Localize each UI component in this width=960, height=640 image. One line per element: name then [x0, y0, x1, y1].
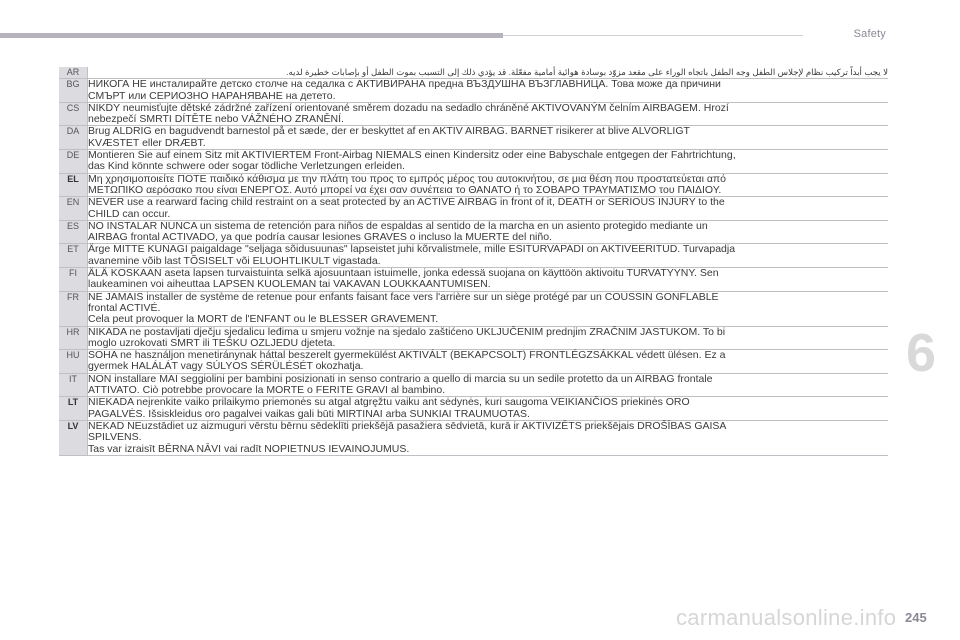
warning-text-line: NIKADA ne postavljati dječju sjedalicu leđima u smjeru vožnje na sjedalo zaštićeno UKLJUČENIM prednjim ZRAČNIM JASTUKOM. To bi [88, 325, 726, 338]
language-code: HU [59, 350, 88, 374]
language-row-de [59, 150, 888, 174]
language-row-es [59, 220, 888, 244]
warning-text-line: frontal ACTIVÉ. [88, 301, 161, 314]
language-row-el [59, 173, 888, 197]
warning-text [88, 102, 889, 126]
warning-text-line: لا يجب أبداً تركيب نظام لإجلاس الطفل وجه الطفل باتجاه الوراء على مقعد مزوّد بوسادة هوائية أمامية مفعّلة. قد يؤدي ذلك إلى التسبب بموت الطفل أو بإصابات خطيرة لديه. [286, 67, 888, 77]
warning-text-line: NEKAD NEuzstādiet uz aizmuguri vērstu bērnu sēdeklīti priekšējā pasažiera sēdvietā, kurā ir AKTIVIZĒTS priekšējais DROŠĪBAS GAISA [88, 419, 727, 432]
warning-text-line: SPILVENS. [88, 431, 142, 444]
language-code: FR [59, 291, 88, 326]
warning-text [88, 326, 889, 350]
language-row-lt [59, 397, 888, 421]
warning-text [88, 173, 889, 197]
warning-text-line: Μη χρησιμοποιείτε ΠΟΤΕ παιδικό κάθισμα με την πλάτη του προς το εμπρός μέρος του αυτοκινήτου, σε μια θέση που προστατεύεται από [88, 172, 726, 185]
language-row-lv [59, 420, 888, 455]
warning-text-line: ATTIVATO. Ciò potrebbe provocare la MORTE o FERITE GRAVI al bambino. [88, 384, 446, 397]
language-code: LV [59, 420, 88, 455]
header-rule [0, 33, 503, 38]
language-code: ET [59, 244, 88, 268]
warning-text [88, 420, 889, 455]
language-code: DA [59, 126, 88, 150]
language-code: IT [59, 373, 88, 397]
warning-text-line: NE JAMAIS installer de système de retenue pour enfants faisant face vers l'arrière sur un siège protégé par un COUSSIN GONFLABLE [88, 290, 719, 303]
warning-text-line: avanemine võib last TÕSISELT või ELUOHTLIKULT vigastada. [88, 254, 381, 267]
warning-text [88, 373, 889, 397]
language-row-bg [59, 79, 888, 103]
warning-text [88, 220, 889, 244]
language-code: EL [59, 173, 88, 197]
warning-text-line: PAGALVĖS. Išsiskleidus oro pagalvei vaikas gali būti MIRTINAI arba SUNKIAI TRAUMUOTAS. [88, 407, 530, 420]
language-code: FI [59, 268, 88, 292]
warning-text [88, 150, 889, 174]
warning-text-line: Cela peut provoquer la MORT de l'ENFANT ou le BLESSER GRAVEMENT. [88, 313, 439, 326]
language-row-cs [59, 102, 888, 126]
warning-text-line: Tas var izraisīt BĒRNA NĀVI vai radīt NOPIETNUS IEVAINOJUMUS. [88, 442, 410, 455]
language-row-et [59, 244, 888, 268]
warning-text-line: Montieren Sie auf einem Sitz mit AKTIVIERTEM Front-Airbag NIEMALS einen Kindersitz oder eine Babyschale entgegen der Fahrtrichtung, [88, 149, 736, 162]
warning-text-line: NO INSTALAR NUNCA un sistema de retención para niños de espaldas al sentido de la marcha en un asiento protegido mediante un [88, 219, 708, 232]
watermark: carmanualsonline.info [676, 605, 897, 630]
warning-text-line: KVÆSTET eller DRÆBT. [88, 136, 206, 149]
warning-text-line: NIEKADA neįrenkite vaiko prilaikymo priemonės su atgal atgręžtu vaiku ant sėdynės, kuri saugoma VEIKIANČIOS priekinės ORO [88, 396, 690, 409]
warning-text-line: ΜΕΤΩΠΙΚΟ αερόσακο που είναι ΕΝΕΡΓΟΣ. Αυτό μπορεί να έχει σαν συνέπεια το ΘΑΝΑΤΟ ή το ΣΟΒΑΡΟ ΤΡΑΥΜΑΤΙΣΜΟ του ΠΑΙΔΙΟΥ. [88, 183, 722, 196]
language-code: EN [59, 197, 88, 221]
language-code: AR [59, 67, 88, 79]
language-row-hu [59, 350, 888, 374]
language-code: BG [59, 79, 88, 103]
warning-text-line: NIKDY neumisťujte dětské zádržné zařízení orientované směrem dozadu na sedadlo chráněné AKTIVOVANÝM čelním AIRBAGEM. Hrozí [88, 101, 729, 114]
warning-text [88, 67, 889, 79]
section-label: Safety [853, 28, 886, 40]
language-code: DE [59, 150, 88, 174]
language-code: CS [59, 102, 88, 126]
warning-text-line: moglo uzrokovati SMRT ili TEŠKU OZLJEDU djeteta. [88, 336, 336, 349]
warning-text [88, 268, 889, 292]
warning-text-line: НИКОГА НЕ инсталирайте детско столче на седалка с АКТИВИРАНА предна ВЪЗДУШНА ВЪЗГЛАВНИЦА. Това може да причини [88, 78, 721, 91]
page-number: 245 [905, 610, 927, 625]
warning-text-line: das Kind könnte schwere oder sogar tödliche Verletzungen erleiden. [88, 160, 405, 173]
warning-text-line: NEVER use a rearward facing child restraint on a seat protected by an ACTIVE AIRBAG in front of it, DEATH or SERIOUS INJURY to the [88, 196, 725, 209]
language-row-it [59, 373, 888, 397]
language-row-hr [59, 326, 888, 350]
warning-text [88, 244, 889, 268]
warning-text-line: NON installare MAI seggiolini per bambini posizionati in senso contrario a quello di marcia su un sedile protetto da un AIRBAG frontale [88, 372, 713, 385]
language-code: LT [59, 397, 88, 421]
warning-text-line: Brug ALDRIG en bagudvendt barnestol på et sæde, der er beskyttet af en AKTIV AIRBAG. BARNET risikerer at blive ALVORLIGT [88, 125, 690, 138]
warning-text-line: Ärge MITTE KUNAGI paigaldage "seljaga sõidusuunas" lapseistet juhi kõrvalistmele, mille ESITURVAPADI on AKTIVEERITUD. Turvapadja [88, 243, 736, 256]
language-row-en [59, 197, 888, 221]
language-row-da [59, 126, 888, 150]
language-row-fi [59, 268, 888, 292]
warning-text [88, 79, 889, 103]
warning-text [88, 126, 889, 150]
warning-text [88, 291, 889, 326]
language-code: HR [59, 326, 88, 350]
warning-text-line: CHILD can occur. [88, 207, 171, 220]
warning-text-line: AIRBAG frontal ACTIVADO, ya que podría causar lesiones GRAVES o incluso la MUERTE del niño. [88, 231, 552, 244]
chapter-number: 6 [906, 323, 937, 383]
language-row-ar [59, 67, 888, 79]
warning-text-line: laukeaminen voi aiheuttaa LAPSEN KUOLEMAN tai VAKAVAN LOUKKAANTUMISEN. [88, 278, 491, 291]
warning-text-line: nebezpečí SMRTI DÍTĚTE nebo VÁŽNÉHO ZRANĚNÍ. [88, 113, 344, 126]
language-code: ES [59, 220, 88, 244]
warning-text [88, 397, 889, 421]
warning-translations-table [59, 67, 888, 456]
warning-text [88, 350, 889, 374]
header-rule-thin [503, 35, 803, 36]
warning-text-line: ÄLÄ KOSKAAN aseta lapsen turvaistuinta selkä ajosuuntaan istuimelle, jonka edessä suojana on käyttöön aktivoitu TURVATYYNY. Sen [88, 267, 719, 280]
warning-text-line: gyermek HALÁLÁT vagy SÚLYOS SÉRÜLÉSÉT okozhatja. [88, 360, 364, 373]
language-row-fr [59, 291, 888, 326]
warning-text [88, 197, 889, 221]
warning-text-line: СМЪРТ или СЕРИОЗНО НАРАНЯВАНЕ на детето. [88, 89, 336, 102]
warning-text-line: SOHA ne használjon menetiránynak háttal beszerelt gyermekülést AKTIVÁLT (BEKAPCSOLT) FRONTLÉGZSÁKKAL védett ülésen. Ez a [88, 349, 726, 362]
